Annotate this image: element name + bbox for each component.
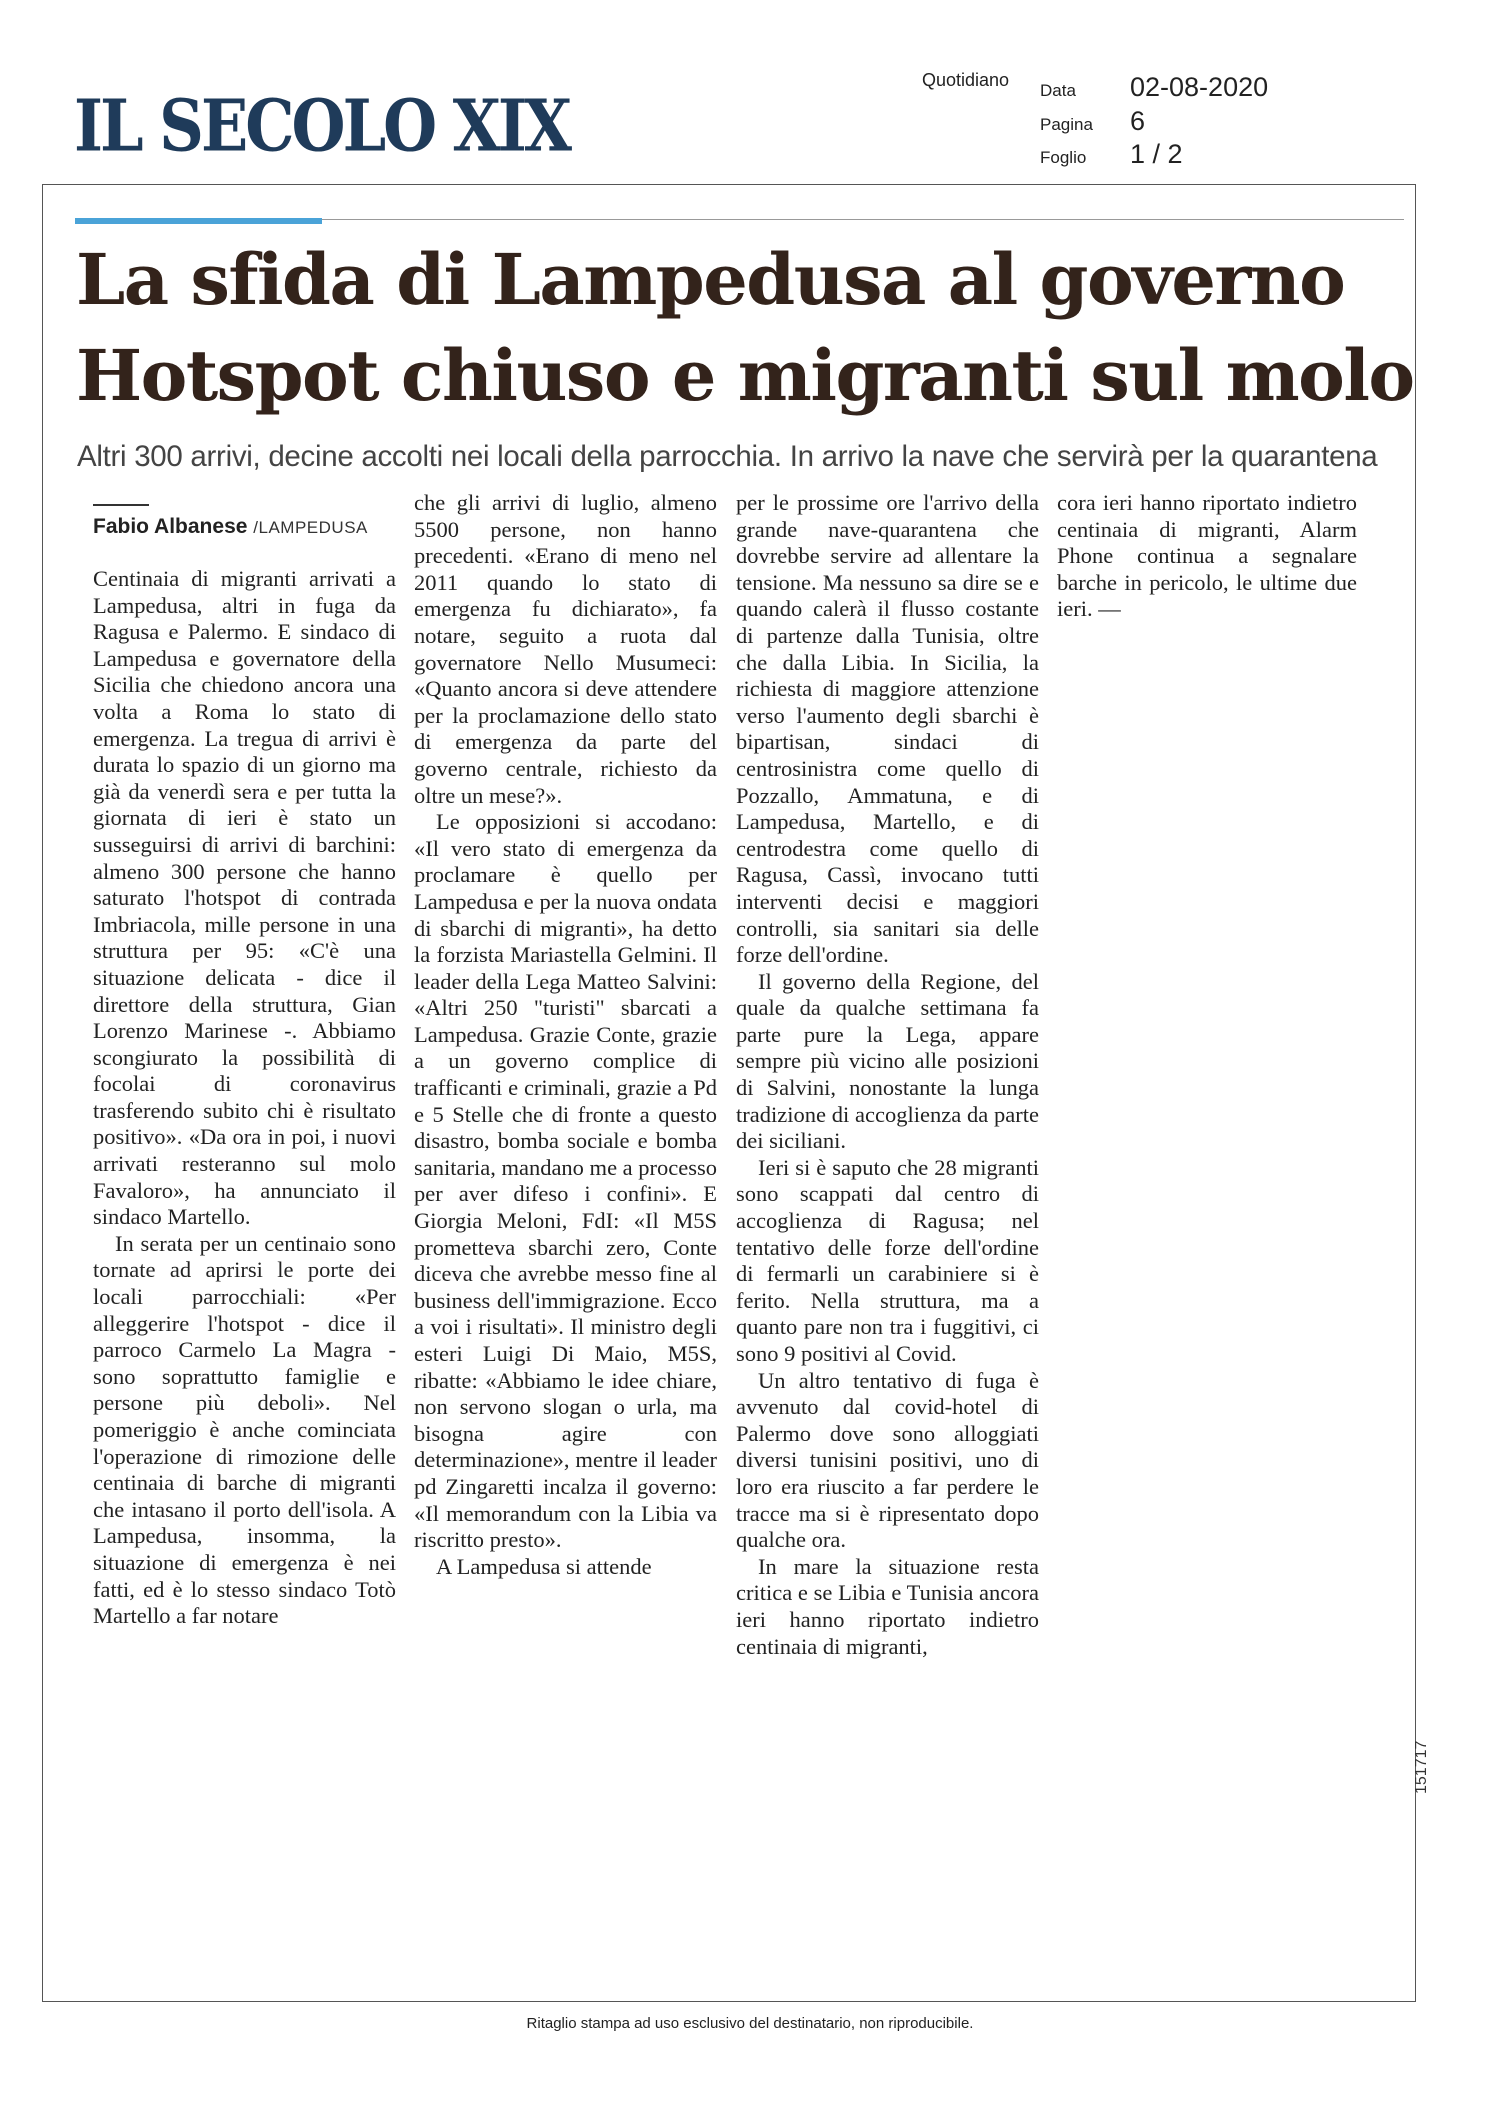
article-column-2 xyxy=(414,490,717,1580)
clipping-code: 151717 xyxy=(1413,1740,1430,1794)
subheadline: Altri 300 arrivi, decine accolti nei locali della parrocchia. In arrivo la nave che servirà per la quarantena xyxy=(77,440,1378,473)
meta-page-value: 6 xyxy=(1130,106,1146,136)
author-name: Fabio Albanese xyxy=(93,515,248,538)
paragraph: In mare la situazione resta critica e se Libia e Tunisia ancora ieri hanno riportato indietro centinaia di migranti, xyxy=(736,1553,1039,1659)
headline-line-2: Hotspot chiuso e migranti sul molo xyxy=(76,334,1414,417)
paragraph: Il governo della Regione, del quale da qualche settimana fa parte pure la Lega, appare sempre più vicino alle posizioni di Salvini, nonostante la lunga tradizione di accoglienza da parte dei siciliani. xyxy=(736,968,1039,1154)
meta-page-label: Pagina xyxy=(1040,115,1093,134)
divider-rule xyxy=(322,219,1404,220)
meta-sheet xyxy=(1040,139,1183,170)
footer-note: Ritaglio stampa ad uso esclusivo del destinatario, non riproducibile. xyxy=(526,2015,974,2032)
paragraph: Un altro tentativo di fuga è avvenuto dal covid-hotel di Palermo dove sono alloggiati diversi tunisini positivi, uno di loro era riuscito a far perdere le tracce ma si è ripresentato dopo qualche ora. xyxy=(736,1367,1039,1553)
meta-page xyxy=(1040,106,1145,137)
accent-bar xyxy=(75,218,322,224)
byline xyxy=(93,515,368,539)
paragraph: Le opposizioni si accodano: «Il vero stato di emergenza da proclamare è quello per Lampedusa e per la nuova ondata di sbarchi di migranti», ha detto la forzista Mariastella Gelmini. Il leader della Lega Matteo Salvini: «Altri 250 "turisti" sbarcati a Lampedusa. Grazie Conte, grazie a un governo complice di trafficanti e criminali, grazie a Pd e 5 Stelle che di fronte a questo disastro, bomba sociale e bomba sanitaria, mandano me a processo per aver difeso i confini». E Giorgia Meloni, FdI: «Il M5S prometteva sbarchi zero, Conte diceva che avrebbe messo fine al business dell'immigrazione. Ecco a voi i risultati». Il ministro degli esteri Luigi Di Maio, M5S, ribatte: «Abbiamo le idee chiare, non servono slogan o urla, ma bisogna agire con determinazione», mentre il leader pd Zingaretti incalza il governo: «Il memorandum con la Libia va riscritto presto». xyxy=(414,809,718,1553)
paragraph: che gli arrivi di luglio, almeno 5500 persone, non hanno precedenti. «Erano di meno nel 2011 quando lo stato di emergenza fu dichiarato», fa notare, seguito a ruota dal governatore Nello Musumeci: «Quanto ancora si deve attendere per la proclamazione dello stato di emergenza da parte del governo centrale, richiesto da oltre un mese?». xyxy=(414,490,717,808)
headline-line-1: La sfida di Lampedusa al governo xyxy=(76,238,1345,321)
dateline: /LAMPEDUSA xyxy=(253,518,368,537)
headline xyxy=(76,232,1414,424)
meta-date-label: Data xyxy=(1040,81,1076,100)
meta-date xyxy=(1040,72,1268,103)
meta-sheet-value: 1 / 2 xyxy=(1130,139,1183,169)
byline-rule xyxy=(93,504,149,506)
article-column-4 xyxy=(1057,490,1357,623)
meta-date-value: 02-08-2020 xyxy=(1130,72,1269,102)
meta-sheet-label: Foglio xyxy=(1040,148,1087,167)
article-column-3 xyxy=(736,490,1039,1727)
publication-type: Quotidiano xyxy=(922,70,1010,90)
paragraph: per le prossime ore l'arrivo della grande nave-quarantena che dovrebbe servire ad allentare la tensione. Ma nessuno sa dire se e quando calerà il flusso costante di partenze dalla Tunisia, oltre che dalla Libia. In Sicilia, la richiesta di maggiore attenzione verso l'aumento degli sbarchi è bipartisan, sindaci di centrosinistra come quello di Pozzallo, Ammatuna, e di Lampedusa, Martello, e di centrodestra come quello di Ragusa, Cassì, invocano tutti interventi decisi e maggiori controlli, sia sanitari sia delle forze dell'ordine. xyxy=(736,490,1039,968)
newspaper-masthead: IL SECOLO XIX xyxy=(74,84,569,168)
paragraph: Centinaia di migranti arrivati a Lampedusa, altri in fuga da Ragusa e Palermo. E sindaco di Lampedusa e governatore della Sicilia che chiedono ancora una volta a Roma lo stato di emergenza. La tregua di arrivi è durata lo spazio di un giorno ma già da venerdì sera e per tutta la giornata di ieri è stato un susseguirsi di arrivi di barchini: almeno 300 persone che hanno saturato l'hotspot di contrada Imbriacola, mille persone in una struttura per 95: «C'è una situazione delicata - dice il direttore della struttura, Gian Lorenzo Marinese -. Abbiamo scongiurato la possibilità di focolai di coronavirus trasferendo subito chi è risultato positivo». «Da ora in poi, i nuovi arrivati resteranno sul molo Favaloro», ha annunciato il sindaco Martello. xyxy=(93,566,396,1230)
article-column-1 xyxy=(93,566,396,1630)
paragraph: cora ieri hanno riportato indietro centinaia di migranti, Alarm Phone continua a segnalare barche in pericolo, le ultime due ieri. — xyxy=(1057,490,1357,622)
paragraph: A Lampedusa si attende xyxy=(436,1553,652,1579)
paragraph: Ieri si è saputo che 28 migranti sono scappati dal centro di accoglienza di Ragusa; nel tentativo delle forze dell'ordine di fermarli un carabiniere si è ferito. Nella struttura, ma a quanto pare non tra i fuggitivi, ci sono 9 positivi al Covid. xyxy=(736,1154,1039,1366)
paragraph: In serata per un centinaio sono tornate ad aprirsi le porte dei locali parrocchiali: «Per alleggerire l'hotspot - dice il parroco Carmelo La Magra - sono soprattutto famiglie e persone più deboli». Nel pomeriggio è anche cominciata l'operazione di rimozione delle centinaia di barche di migranti che intasano il porto dell'isola. A Lampedusa, insomma, la situazione di emergenza è nei fatti, ed è lo stesso sindaco Totò Martello a far notare xyxy=(93,1230,396,1629)
